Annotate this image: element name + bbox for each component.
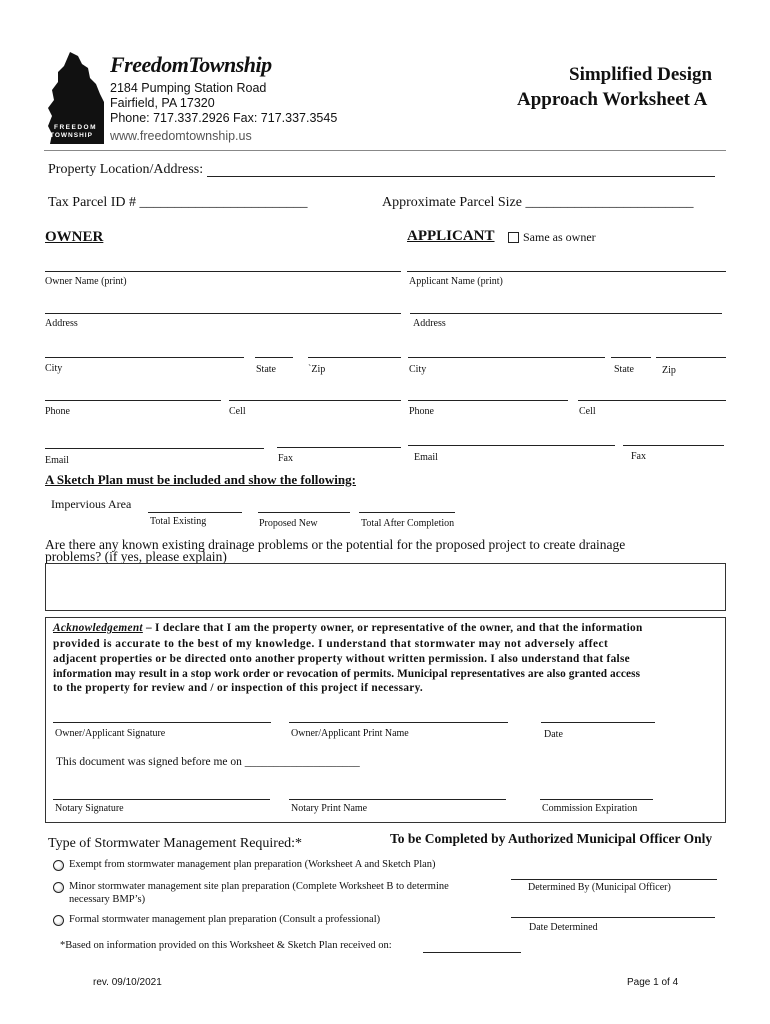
commission-expiration-label: Commission Expiration	[542, 803, 638, 814]
formal-plan-radio[interactable]	[53, 915, 64, 926]
applicant-address-field[interactable]	[410, 313, 722, 314]
owner-signature-field[interactable]	[53, 722, 271, 723]
determined-by-label: Determined By (Municipal Officer)	[528, 882, 671, 893]
exempt-option-label: Exempt from stormwater management plan preparation (Worksheet A and Sketch Plan)	[69, 859, 436, 870]
org-city-state-zip: Fairfield, PA 17320	[110, 96, 215, 110]
acknowledgement-line3: adjacent properties or be directed onto another property without written permission. I also understand that false	[53, 653, 630, 665]
logo-text-line2: TOWNSHIP	[50, 132, 93, 139]
township-logo	[44, 50, 106, 146]
acknowledgement-line1	[53, 622, 643, 634]
received-on-label: *Based on information provided on this Worksheet & Sketch Plan received on:	[60, 940, 392, 951]
same-as-owner-checkbox[interactable]	[508, 232, 519, 243]
minor-option-label-line1: Minor stormwater management site plan preparation (Complete Worksheet B to determine	[69, 881, 449, 892]
applicant-address-label: Address	[413, 318, 446, 329]
received-on-field[interactable]	[423, 952, 521, 953]
owner-zip-field[interactable]	[308, 357, 401, 358]
applicant-phone-field[interactable]	[408, 400, 568, 401]
owner-phone-field[interactable]	[45, 400, 221, 401]
proposed-new-field[interactable]	[258, 512, 350, 513]
exempt-radio[interactable]	[53, 860, 64, 871]
owner-fax-field[interactable]	[277, 447, 401, 448]
applicant-zip-label: Zip	[662, 365, 676, 376]
acknowledgement-line2: provided is accurate to the best of my knowledge. I understand that stormwater may not adversely affect	[53, 638, 609, 650]
owner-city-field[interactable]	[45, 357, 244, 358]
notary-print-name-label: Notary Print Name	[291, 803, 368, 814]
owner-fax-label: Fax	[278, 453, 293, 464]
acknowledgement-line5: to the property for review and / or inspection of this project if necessary.	[53, 682, 424, 694]
revision-date: rev. 09/10/2021	[93, 977, 162, 988]
owner-state-field[interactable]	[255, 357, 293, 358]
form-title-line1: Simplified Design	[569, 64, 713, 85]
owner-state-label: State	[256, 364, 276, 375]
drainage-question-line2: problems? (if yes, please explain)	[45, 549, 227, 564]
parcel-size-label[interactable]: Approximate Parcel Size ________________________	[382, 195, 694, 210]
org-address: 2184 Pumping Station Road	[110, 81, 267, 95]
owner-city-label: City	[45, 363, 63, 374]
notary-signature-field[interactable]	[53, 799, 270, 800]
owner-cell-field[interactable]	[229, 400, 401, 401]
property-location-field[interactable]	[207, 176, 715, 177]
owner-address-field[interactable]	[45, 313, 401, 314]
determined-by-field[interactable]	[511, 879, 717, 880]
applicant-city-label: City	[409, 364, 427, 375]
applicant-cell-label: Cell	[579, 406, 596, 417]
sketch-plan-heading: A Sketch Plan must be included and show the following:	[45, 472, 356, 487]
minor-option-label-line2: necessary BMP’s)	[69, 894, 146, 905]
org-phone-fax: Phone: 717.337.2926 Fax: 717.337.3545	[110, 111, 338, 125]
commission-expiration-field[interactable]	[540, 799, 653, 800]
applicant-name-field[interactable]	[407, 271, 726, 272]
acknowledgement-line1-text: – I declare that I am the property owner, or representative of the owner, and that the information	[142, 622, 643, 634]
minor-plan-radio[interactable]	[53, 882, 64, 893]
applicant-phone-label: Phone	[409, 406, 434, 417]
official-only-heading: To be Completed by Authorized Municipal Officer Only	[390, 831, 713, 846]
page-number: Page 1 of 4	[627, 977, 679, 988]
total-after-completion-label: Total After Completion	[361, 518, 455, 529]
drainage-explanation-box[interactable]	[45, 563, 726, 611]
owner-print-name-label: Owner/Applicant Print Name	[291, 728, 409, 739]
owner-name-label: Owner Name (print)	[45, 276, 127, 287]
impervious-area-label: Impervious Area	[51, 497, 132, 511]
total-after-completion-field[interactable]	[359, 512, 455, 513]
total-existing-field[interactable]	[148, 512, 242, 513]
drainage-question-line1: Are there any known existing drainage problems or the potential for the proposed project to create drainage	[45, 537, 626, 552]
property-location-label: Property Location/Address:	[48, 162, 204, 177]
logo-text-line1: FREEDOM	[54, 124, 97, 131]
org-name: FreedomTownship	[110, 52, 272, 77]
applicant-email-label: Email	[414, 452, 438, 463]
tax-parcel-label[interactable]: Tax Parcel ID # ________________________	[48, 195, 308, 210]
proposed-new-label: Proposed New	[259, 518, 318, 529]
notary-signature-label: Notary Signature	[55, 803, 124, 814]
owner-print-name-field[interactable]	[289, 722, 508, 723]
applicant-email-field[interactable]	[408, 445, 615, 446]
total-existing-label: Total Existing	[150, 516, 207, 527]
stormwater-type-label: Type of Stormwater Management Required:*	[48, 836, 303, 851]
owner-email-field[interactable]	[45, 448, 264, 449]
signature-date-label: Date	[544, 729, 563, 740]
owner-address-label: Address	[45, 318, 78, 329]
owner-name-field[interactable]	[45, 271, 401, 272]
applicant-zip-field[interactable]	[656, 357, 726, 358]
applicant-cell-field[interactable]	[578, 400, 726, 401]
applicant-name-label: Applicant Name (print)	[409, 276, 503, 287]
applicant-state-field[interactable]	[611, 357, 651, 358]
notary-print-name-field[interactable]	[289, 799, 506, 800]
applicant-heading: APPLICANT	[407, 228, 495, 244]
date-determined-field[interactable]	[511, 917, 715, 918]
owner-signature-label: Owner/Applicant Signature	[55, 728, 166, 739]
org-website[interactable]: www.freedomtownship.us	[110, 129, 252, 143]
form-title-line2: Approach Worksheet A	[517, 89, 708, 110]
owner-zip-label: `Zip	[308, 364, 326, 375]
signature-date-field[interactable]	[541, 722, 655, 723]
acknowledgement-line4: information may result in a stop work order or revocation of permits. Municipal representatives are also granted access	[53, 668, 641, 680]
applicant-fax-field[interactable]	[623, 445, 724, 446]
header-divider	[44, 150, 726, 151]
formal-option-label: Formal stormwater management plan preparation (Consult a professional)	[69, 914, 381, 925]
applicant-state-label: State	[614, 364, 634, 375]
owner-phone-label: Phone	[45, 406, 70, 417]
owner-email-label: Email	[45, 455, 69, 466]
owner-heading: OWNER	[45, 229, 104, 245]
date-determined-label: Date Determined	[529, 922, 598, 933]
acknowledgement-title: Acknowledgement	[53, 622, 143, 634]
signed-before-me-label[interactable]: This document was signed before me on ____________________	[56, 756, 360, 768]
applicant-fax-label: Fax	[631, 451, 646, 462]
same-as-owner-label: Same as owner	[523, 230, 596, 244]
owner-cell-label: Cell	[229, 406, 246, 417]
applicant-city-field[interactable]	[408, 357, 605, 358]
